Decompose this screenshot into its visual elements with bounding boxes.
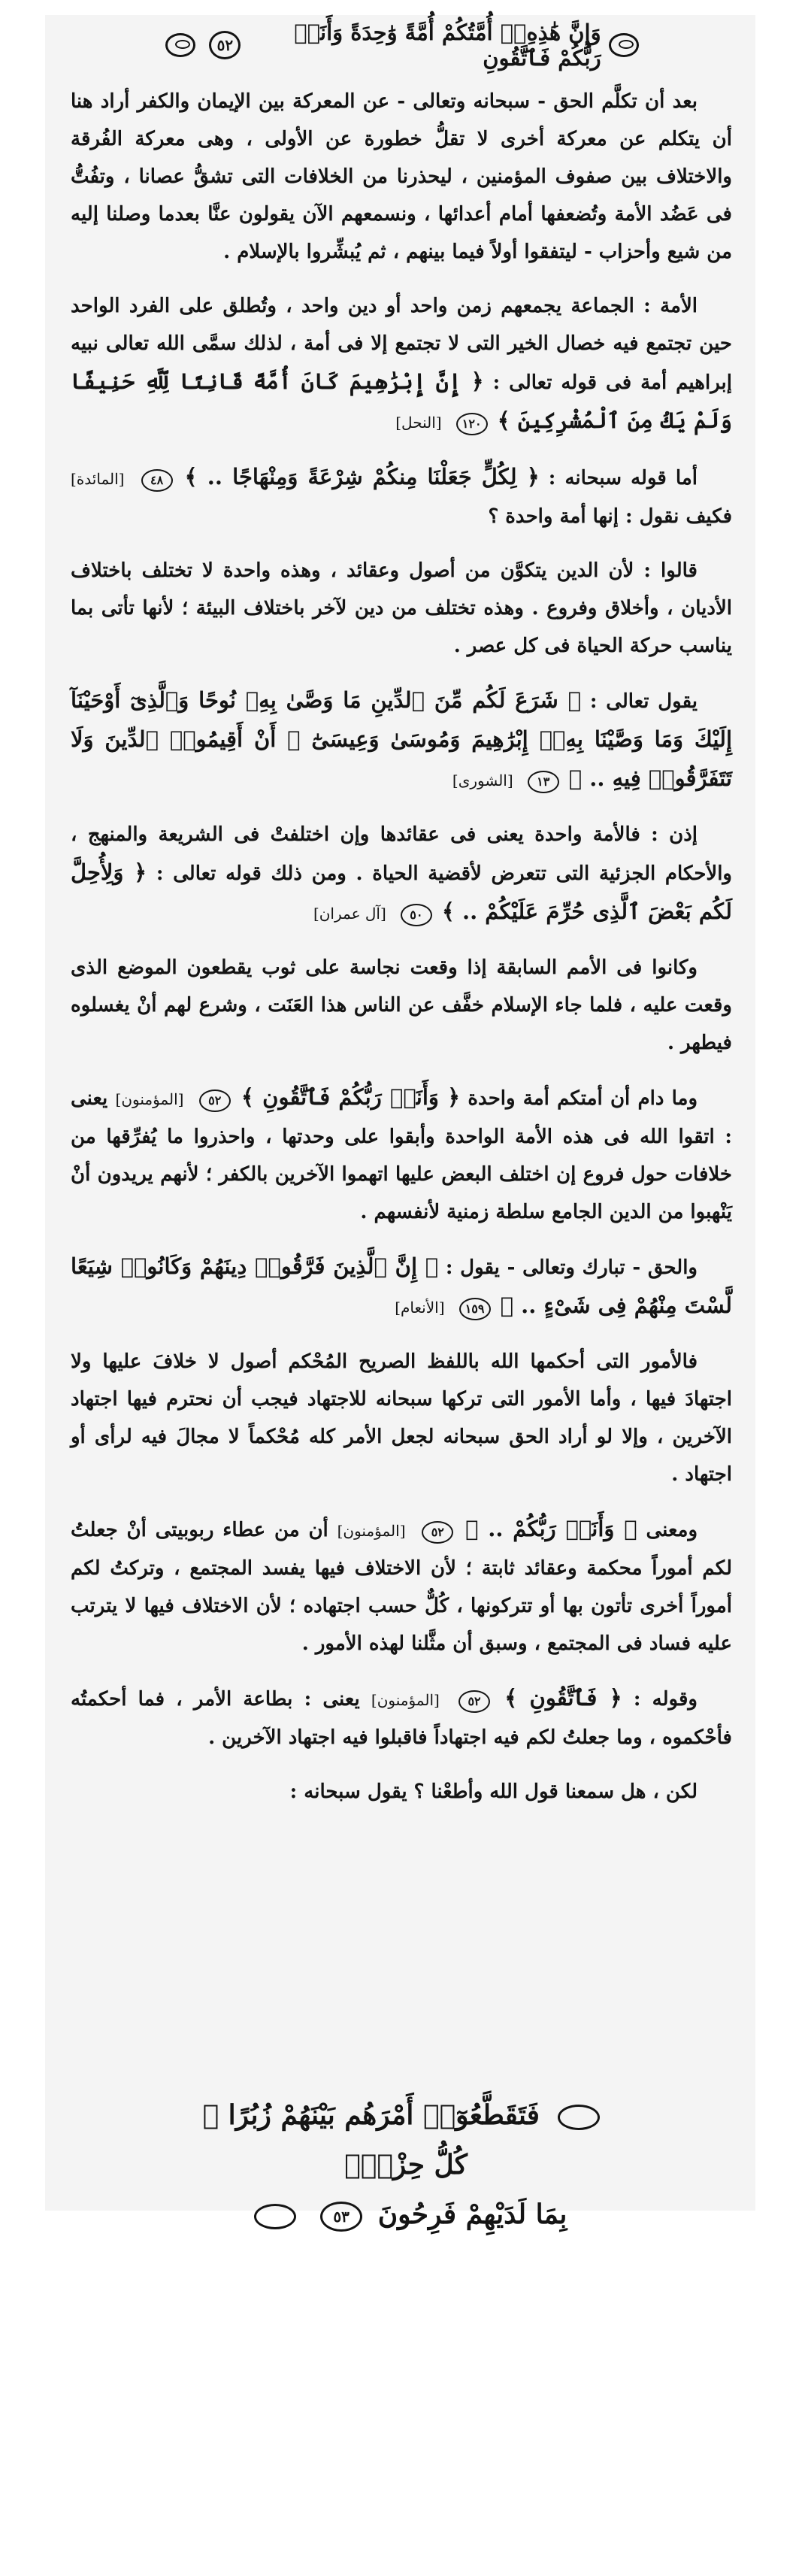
- surah-reference: [المائدة]: [71, 470, 125, 488]
- quran-quote: ﴿ وَأَنَا۠ رَبُّكُمْ فَٱتَّقُونِ ﴾: [241, 1084, 461, 1110]
- paragraph: [71, 458, 732, 535]
- ornament-icon: [609, 33, 639, 57]
- quran-quote: ﴿ وَأَنَا۠ رَبُّكُمْ .. ﴾: [465, 1516, 637, 1541]
- quran-quote: ﴿ لِكُلٍّ جَعَلْنَا مِنكُمْ شِرْعَةً وَمِنْهَاجًا .. ﴾: [184, 464, 540, 489]
- ornament-icon: [558, 2105, 600, 2130]
- quran-quote: ﴿ إِنَّ ٱلَّذِينَ فَرَّقُوا۟ دِينَهُمْ وَكَانُوا۟ شِيَعًا لَّسْتَ مِنْهُمْ فِى شَىْءٍ .. ﴾: [71, 1253, 732, 1318]
- verse-number-badge: ٥٣: [320, 2202, 362, 2232]
- paragraph: وكانوا فى الأمم السابقة إذا وقعت نجاسة على ثوب يقطعون الموضع الذى وقعت عليه ، فلما جاء الإسلام خفَّف عن الناس هذا العَنَت ، وشرع لهم أنْ يغسلوه فيطهر .: [71, 956, 732, 1054]
- ornament-icon: [254, 2204, 296, 2229]
- paragraph: [71, 681, 732, 799]
- closing-verse-text: فَتَقَطَّعُوٓا۟ أَمْرَهُم بَيْنَهُمْ زُبُرًا ۖ كُلُّ حِزْبٍۭ: [202, 2099, 540, 2181]
- quran-quote: ﴿ وَلِأُحِلَّ لَكُم بَعْضَ ٱلَّذِى حُرِّمَ عَلَيْكُمْ .. ﴾: [71, 859, 732, 924]
- verse-number-badge: ٥٢: [458, 1690, 490, 1713]
- paragraph-text: يقول تعالى :: [589, 690, 698, 713]
- header-verse-text: وَإِنَّ هَٰذِهِۦٓ أُمَّتُكُمْ أُمَّةً وَٰحِدَةً وَأَنَا۠ رَبُّكُمْ فَٱتَّقُونِ: [294, 20, 601, 71]
- paragraph: [71, 1510, 732, 1662]
- paragraph: بعد أن تكلَّم الحق - سبحانه وتعالى - عن المعركة بين الإيمان والكفر أراد هنا أن يتكلم عن معركة أخرى لا تقلُّ خطورة عن الأولى ، وهى معركة الفُرقة والاختلاف بين صفوف المؤمنين ، ليحذرنا من الخلافات التى تشقُّ عصانا ، وتفُتُّ فى عَضُد الأمة وتُضعفها أمام أعدائها ، ونسمعهم الآن يقولون عنَّا بعدما وصلنا إليه من شيع وأحزاب - ليتفقوا أولاً فيما بينهم ، ثم يُبشِّروا بالإسلام .: [71, 90, 732, 263]
- paragraph-text: وقوله :: [633, 1688, 698, 1711]
- surah-reference: [الشورى]: [452, 771, 513, 789]
- surah-reference: [النحل]: [395, 414, 442, 432]
- paragraph: [71, 1679, 732, 1756]
- page-body: [71, 83, 732, 1827]
- paragraph-text: يعنى : بطاعة الأمر ، فما أحكمتُه فأحْكموه ، وما جعلتُ لكم فيه اجتهاداً فاقبلوا فيه اجتهاد الآخرين .: [71, 1688, 732, 1749]
- paragraph-text: أن من عطاء ربوبيتى أنْ جعلتُ لكم أموراً محكمة وعقائد ثابتة ؛ لأن الاختلاف فيها يفسد المجتمع ، وتركتُ لكم أموراً أخرى تأتون بها أو تتركونها ، كُلٌّ حسب اجتهاده ؛ لأن الاختلاف فيها لا يترتب عليه فساد فى المجتمع ، وسبق أن مثَّلنا لهذه الأمور .: [71, 1519, 733, 1655]
- paragraph: قالوا : لأن الدين يتكوَّن من أصول وعقائد ، وهذه واحدة لا تختلف باختلاف الأديان ، وأخلاق وفروع . وهذه تختلف من دين لآخر باختلاف البيئة ؛ لأنها تأتى بما يناسب حركة الحياة فى كل عصر .: [71, 559, 732, 657]
- paragraph-text: الأمة : الجماعة يجمعهم زمن واحد أو دين واحد ، وتُطلق على الفرد الواحد حين تجتمع فيه خصال الخير التى لا تجتمع إلا فى أمة ، لذلك سمَّى الله تعالى نبيه إبراهيم أمة فى قوله تعالى :: [71, 295, 733, 394]
- closing-verse: [195, 2090, 616, 2239]
- paragraph: فالأمور التى أحكمها الله باللفظ الصريح المُحْكم أصول لا خلافَ عليها ولا اجتهادَ فيها ، وأما الأمور التى تركها سبحانه للاجتهاد فيجب أن نحترم فيها اجتهاد الآخرين ، وإلا لو أراد الحق سبحانه لجعل الأمر كله مُحْكماً لا مجالَ فيه لرأى أو اجتهاد .: [71, 1350, 732, 1486]
- verse-number-badge: ١٣: [528, 771, 559, 793]
- paragraph-text: أما قوله سبحانه :: [548, 467, 698, 489]
- verse-number-badge: ١٥٩: [459, 1298, 491, 1320]
- quran-quote: ﴿ شَرَعَ لَكُم مِّنَ ٱلدِّينِ مَا وَصَّىٰ بِهِۦ نُوحًا وَٱلَّذِىٓ أَوْحَيْنَآ إِلَيْكَ وَمَا وَصَّيْنَا بِهِۦٓ إِبْرَٰهِيمَ وَمُوسَىٰ وَعِيسَىٰٓ ۖ أَنْ أَقِيمُوا۟ ٱلدِّينَ وَلَا تَتَفَرَّقُوا۟ فِيهِ .. ﴾: [71, 687, 732, 791]
- verse-number-badge: ٥٠: [401, 904, 432, 926]
- page-header-verse: [158, 21, 646, 69]
- surah-reference: [المؤمنون]: [115, 1090, 184, 1108]
- verse-number-badge: ٥٢: [199, 1089, 231, 1112]
- paragraph-text: والحق - تبارك وتعالى - يقول :: [445, 1256, 698, 1279]
- closing-verse-text: بِمَا لَدَيْهِمْ فَرِحُونَ: [377, 2199, 567, 2230]
- ornament-icon: [165, 33, 195, 57]
- paragraph-text: فكيف نقول : إنها أمة واحدة ؟: [488, 505, 732, 528]
- paragraph-text: إذن : فالأمة واحدة يعنى فى عقائدها وإن اختلفتْ فى الشريعة والمنهج ، والأحكام الجزئية التى تتعرض لأقضية الحياة . ومن ذلك قوله تعالى :: [71, 823, 732, 885]
- paragraph-text: وما دام أن أمتكم أمة واحدة: [468, 1087, 698, 1110]
- paragraph-text: ومعنى: [646, 1519, 698, 1541]
- paragraph: [71, 816, 732, 932]
- paragraph: [71, 1247, 732, 1326]
- paragraph: [71, 1078, 732, 1231]
- quran-quote: ﴿ فَٱتَّقُونِ ﴾: [504, 1685, 622, 1711]
- surah-reference: [المؤمنون]: [337, 1522, 406, 1540]
- surah-reference: [الأنعام]: [395, 1299, 445, 1317]
- closing-verse-line: [195, 2090, 616, 2190]
- verse-number-badge: ٥٢: [209, 31, 241, 59]
- paragraph: لكن ، هل سمعنا قول الله وأطعْنا ؟ يقول سبحانه :: [289, 1780, 698, 1803]
- verse-number-badge: ١٢٠: [456, 413, 488, 435]
- verse-number-badge: ٤٨: [141, 469, 173, 492]
- surah-reference: [آل عمران]: [313, 905, 386, 923]
- book-page: [45, 15, 755, 2230]
- quran-quote: ﴿ إِنَّ إِبْرَٰهِيمَ كَانَ أُمَّةً قَانِتًا لِّلَّهِ حَنِيفًا وَلَمْ يَكُ مِنَ ٱلْمُشْرِكِينَ ﴾: [71, 368, 732, 433]
- verse-number-badge: ٥٢: [422, 1521, 453, 1544]
- paragraph-text: يعنى : اتقوا الله فى هذه الأمة الواحدة وأبقوا على وحدتها ، واحذروا ما يُفرِّقها من خلافات حول فروع إن اختلف البعض عليها اتهموا الآخرين بالكفر ؛ لأنهم يريدون أنْ يَنْهبوا من الدين الجامع سلطة زمنية لأنفسهم .: [71, 1087, 732, 1223]
- surah-reference: [المؤمنون]: [371, 1691, 440, 1709]
- closing-verse-line: [195, 2190, 616, 2239]
- paragraph: [71, 287, 732, 441]
